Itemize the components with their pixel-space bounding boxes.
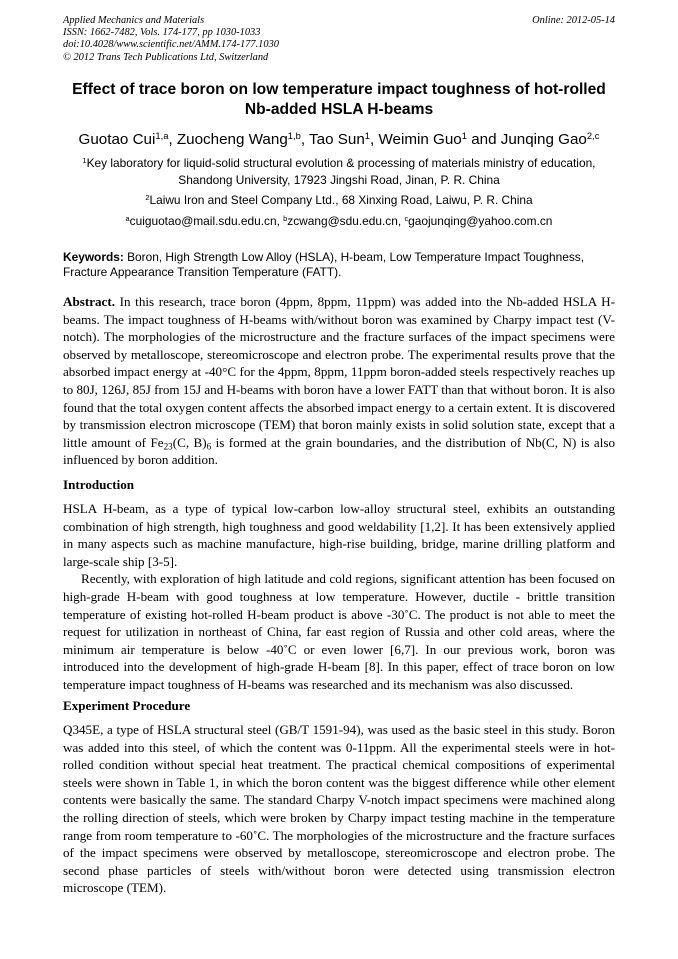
author-affiliation-mark: 2,c [586,129,600,141]
author-separator: and [466,131,501,148]
author-list [40,131,638,149]
email-separator: , [397,214,405,228]
author-affiliation-mark: 1 [461,129,467,141]
author-name: Zuocheng Wang [176,131,288,148]
author-separator: , [168,131,177,148]
email-c: gaojunqing@yahoo.com.cn [408,214,553,228]
introduction-paragraph-1: HSLA H-beam, as a type of typical low-carbon low-alloy structural steel, exhibits an outstanding combination of high strength, high toughness and good weldability [1,2]. It has been extensively applied in many aspects such as machine manufacture, high-rise building, bridge, marine drilling platform and large-scale ship [3-5]. [63,501,615,569]
email-mark: a [125,213,130,223]
affiliation-2-text: Laiwu Iron and Steel Company Ltd., 68 Xinxing Road, Laiwu, P. R. China [149,193,533,207]
author-name: Guotao Cui [78,131,156,148]
affiliation-1-line-2: Shandong University, 17923 Jingshi Road, Jinan, P. R. China [178,173,500,187]
author-name: Tao Sun [309,131,365,148]
experiment-heading: Experiment Procedure [63,698,191,713]
introduction-heading: Introduction [63,477,135,492]
introduction-body [63,500,615,694]
affiliation-mark: 1 [82,155,87,165]
author-separator: , [370,131,379,148]
affiliation-2 [30,192,648,209]
keywords-label: Keywords: [63,250,124,264]
title-line-2: Nb-added HSLA H-beams [244,101,434,118]
affiliation-1 [30,155,648,189]
author-affiliation-mark: 1,a [155,129,169,141]
author-affiliation-mark: 1 [364,129,370,141]
email-b: zcwang@sdu.edu.cn [287,214,398,228]
abstract-text: (C, B) [172,434,207,450]
author-separator: , [300,131,310,148]
paper-title [40,80,638,120]
author-affiliation-mark: 1,b [287,129,301,141]
author-emails [30,213,648,230]
affiliation-1-line-1: Key laboratory for liquid-solid structural evolution & processing of materials ministry of education, [86,156,596,170]
email-a: cuiguotao@mail.sdu.edu.cn [129,214,277,228]
email-mark: c [404,213,409,223]
keywords [63,250,615,279]
experiment-body [63,721,615,897]
issn: ISSN: 1662-7482, Vols. 174-177, pp 1030-1033 [63,27,261,39]
doi: doi:10.4028/www.scientific.net/AMM.174-177.1030 [63,39,279,51]
email-separator: , [276,214,284,228]
keywords-text: Boron, High Strength Low Alloy (HSLA), H-beam, Low Temperature Impact Toughness, Fracture Appearance Transition Temperature (FATT). [63,250,585,279]
journal-name: Applied Mechanics and Materials [63,15,205,26]
journal-header [63,15,615,64]
author-name: Junqing Gao [500,131,587,148]
author-name: Weimin Guo [378,131,462,148]
abstract-label: Abstract. [63,294,115,309]
online-date: Online: 2012-05-14 [532,15,615,26]
abstract [63,293,615,469]
abstract-text: is formed at the grain boundaries, and the distribution of Nb(C, N) is also influenced by boron addition. [63,434,615,468]
introduction-paragraph-2: Recently, with exploration of high latitude and cold regions, significant attention has been focused on high-grade H-beam with good toughness at low temperature. However, ductile - brittle transition temperature of existing hot-rolled H-beam product is above -30˚C. The product is not able to meet the request for utilization in northeast of China, far east region of Russia and other cold areas, where the minimum air temperature is below -40˚C or even lower [6,7]. In our previous work, boron was introduced into the development of high-grade H-beam [8]. In this paper, effect of trace boron on low temperature impact toughness of H-beams was researched and its mechanism was also discussed. [63,571,615,692]
abstract-subscript: 23 [163,441,173,452]
abstract-subscript: 6 [206,441,212,452]
email-mark: b [283,213,288,223]
copyright: © 2012 Trans Tech Publications Ltd, Switzerland [63,51,269,63]
affiliation-mark: 2 [145,192,150,202]
experiment-paragraph-1: Q345E, a type of HSLA structural steel (GB/T 1591-94), was used as the basic steel in this study. Boron was added into this steel, of which the content was 0-11ppm. All the experimental steels were in hot-rolled condition without special heat treatment. The practical chemical compositions of experimental steels were shown in Table 1, in which the boron content was the biggest difference while other element contents were basically the same. The standard Charpy V-notch impact specimens were machined along the rolling direction of steels, which were broken by Charpy impact testing machine in the temperature range from room temperature to -60˚C. The morphologies of the microstructure and the fracture surfaces of the impact specimens were observed by metalloscope, stereomicroscope and electron probe. The second phase particles of steels with/without boron were detected using transmission electron microscope (TEM). [63,722,615,896]
abstract-text: In this research, trace boron (4ppm, 8ppm, 11ppm) was added into the Nb-added HSLA H-beams. The impact toughness of H-beams with/without boron was examined by Charpy impact test (V-notch). The morphologies of the microstructure and the fracture surfaces of the impact specimens were observed by metalloscope, stereomicroscope and electron probe. The experimental results prove that the absorbed impact energy at -40°C for the 4ppm, 8ppm, 11ppm boron-added steels respectively reaches up to 80J, 126J, 85J from 15J and H-beams with boron have a lower FATT than that without boron. It is also found that the total oxygen content affects the absorbed impact energy to a certain extent. It is discovered by transmission electron microscope (TEM) that boron mainly exists in solid solution state, except that a little amount of Fe [63,294,615,450]
title-line-1: Effect of trace boron on low temperature impact toughness of hot-rolled [72,81,606,98]
